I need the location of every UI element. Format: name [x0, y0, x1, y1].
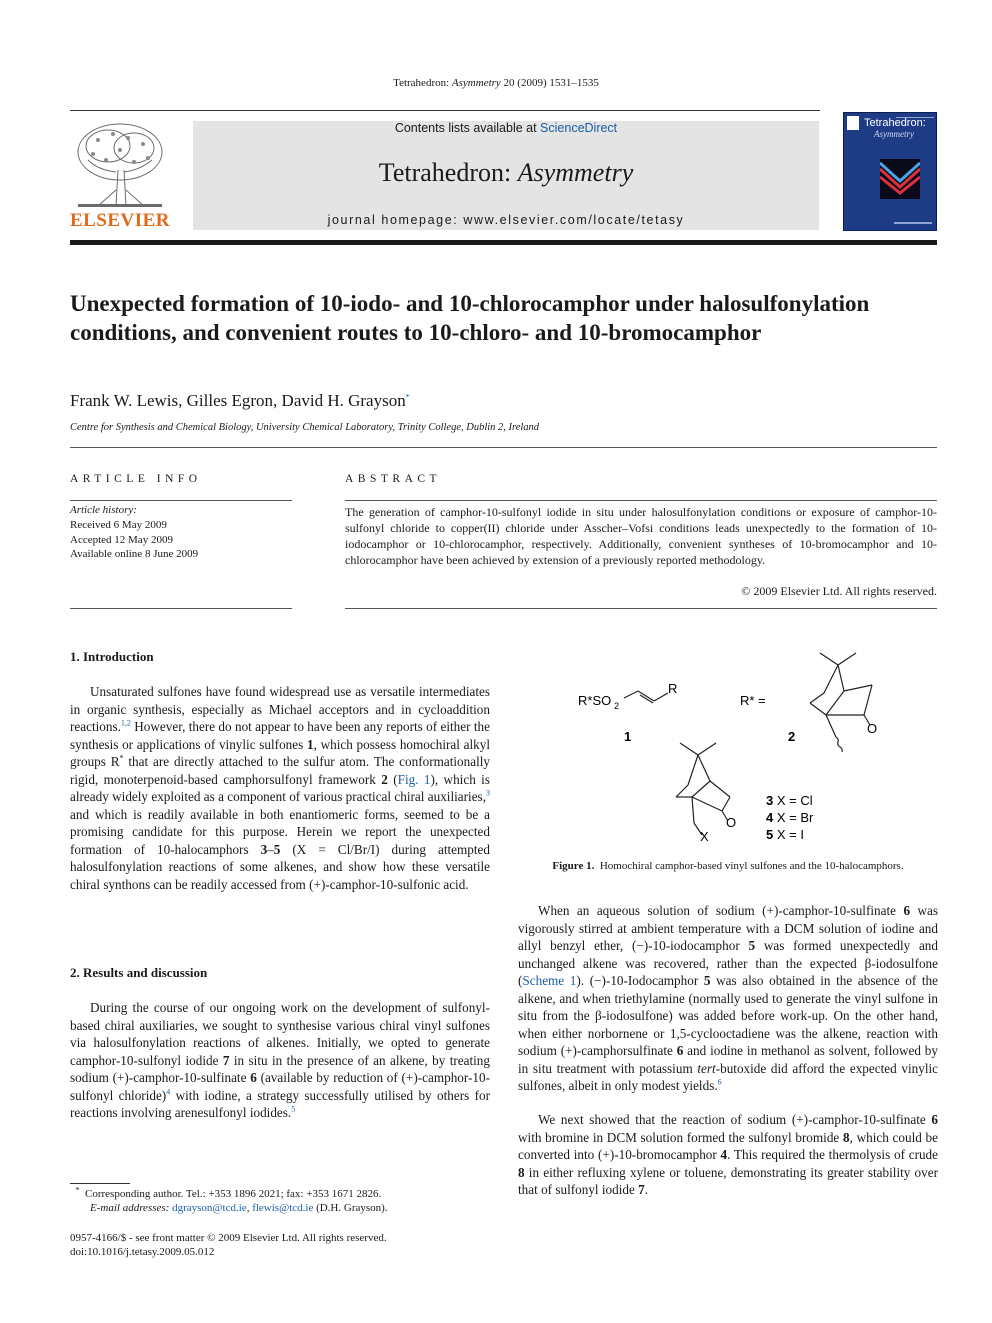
received-date: Received 6 May 2009: [70, 519, 167, 531]
cover-artwork-icon: [880, 159, 920, 199]
header-thick-rule: [70, 240, 937, 245]
cover-subtitle: Asymmetry: [874, 129, 914, 139]
body-paragraph: We next showed that the reaction of sodium (+)-camphor-10-sulfinate 6 with bromine in DCM solution formed the sulfonyl bromide 8, which could be converted into (+)-10-bromocamphor 4. This required the thermolysis of crude 8 in either refluxing xylene or toluene, demonstrating its greater stability over that of sulfonyl iodide 7.: [518, 1112, 938, 1197]
article-info-rule: [70, 500, 292, 501]
body-paragraph: When an aqueous solution of sodium (+)-camphor-10-sulfinate 6 was vigorously stirred at ambient temperature with a DCM solution of iodine and allyl benzyl ether, (−)-10-iodocamphor 5 was formed unexpectedly and unchanged alkene was recovered, rather than the expected β-iodosulfone (Scheme 1). (−)-10-Iodocamphor 5 was also obtained in the absence of the alkene, and when triethylamine (normally used to generate the vinyl sulfone in situ from the β-iodosulfone) was added before work-up. On the other hand, when either norbornene or 1,5-cyclooctadiene was the alkene, reaction with sodium (+)-camphorsulfinate 6 and iodine in methanol as solvent, followed by in situ treatment with potassium tert-butoxide did afford the expected vinylic sulfones, albeit in only modest yields.$^6$: [518, 903, 938, 1093]
label-rso2-subscript: 2: [614, 701, 620, 711]
author-list: Frank W. Lewis, Gilles Egron, David H. Grayson*: [70, 391, 410, 410]
halocamphor-skeleton: [676, 743, 730, 835]
label-ketone-o-2: O: [867, 721, 878, 736]
compound-3-number: 3: [766, 793, 774, 808]
corresponding-author-footnote: * Corresponding author. Tel.: +353 1896 2021; fax: +353 1671 2826. E-mail addresses: dgrayson@tcd.ie, flewis@tcd.ie (D.H. Grayson).: [75, 1185, 388, 1214]
article-info-rule-bottom: [70, 608, 292, 609]
doi-line[interactable]: doi:10.1016/j.tetasy.2009.05.012: [70, 1246, 215, 1258]
compound-4-number: 4: [766, 810, 774, 825]
sciencedirect-link[interactable]: ScienceDirect: [540, 121, 618, 135]
abstract-text: The generation of camphor-10-sulfonyl iodide in situ under halosulfonylation conditions or exposure of camphor-10-sulfonyl chloride to copper(II) chloride under Asscher–Vofsi conditions leads unexpectedly to the formation of 10-iodocamphor or 10-chlorocamphor, respectively. Additionally, convenient syntheses of 10-bromocamphor and 10-chlorocamphor have been achieved by extension of a previously reported methodology.: [345, 505, 937, 567]
article-title: Unexpected formation of 10-iodo- and 10-chlorocamphor under halosulfonylation conditions, and convenient routes to 10-chloro- and 10-bromocamphor: [70, 291, 870, 345]
abstract-copyright: © 2009 Elsevier Ltd. All rights reserved.: [741, 584, 937, 598]
contents-line: Contents lists available at ScienceDirect: [394, 121, 618, 135]
label-r: R: [668, 681, 678, 696]
affiliation-rule: [70, 447, 937, 448]
email-link-flewis[interactable]: flewis@tcd.ie: [252, 1202, 314, 1214]
compound-4-label: X = Br: [773, 810, 814, 825]
issn-line: 0957-4166/$ - see front matter © 2009 Elsevier Ltd. All rights reserved.: [70, 1232, 387, 1244]
elsevier-wordmark: ELSEVIER: [69, 210, 171, 231]
camphor-2-skeleton: [810, 653, 872, 752]
label-rstar: R* =: [740, 693, 766, 708]
author-affiliation: Centre for Synthesis and Chemical Biology, University Chemical Laboratory, Trinity College, Dublin 2, Ireland: [70, 422, 540, 433]
email-link-dgrayson[interactable]: dgrayson@tcd.ie: [172, 1202, 247, 1214]
vinyl-bond-lines: [624, 691, 668, 703]
figure-1-caption: Figure 1. Homochiral camphor-based vinyl sulfones and the 10-halocamphors.: [552, 860, 904, 872]
svg-text:4 X = Br: [766, 810, 814, 825]
compound-5-number: 5: [766, 827, 774, 842]
article-history-label: Article history:: [70, 504, 137, 516]
label-ketone-o: O: [726, 815, 737, 830]
svg-text:5 X = I: [766, 827, 804, 842]
article-history-dates: [70, 518, 198, 562]
compound-3-label: X = Cl: [773, 793, 813, 808]
abstract-rule: [345, 500, 937, 501]
top-rule: [70, 110, 820, 111]
label-compound-1: 1: [624, 729, 632, 744]
author-footnote-mark[interactable]: *: [405, 392, 410, 402]
section-heading-results: 2. Results and discussion: [70, 965, 208, 980]
cover-logo-icon: [847, 116, 859, 130]
body-paragraph: Unsaturated sulfones have found widespread use as versatile intermediates in organic synthesis, especially as Michael acceptors and in cycloaddition reactions.$^{1,2}$ However, there do not appear to have been any reports of either the synthesis or applications of vinylic sulfones 1, which possess homochiral alkyl groups R* that are directly attached to the sulfur atom. The conformationally rigid, monoterpenoid-based camphorsulfonyl framework 2 (Fig. 1), which is already widely exploited as a component of various practical chiral auxiliaries,$^3$ and which is readily available in both enantiomeric forms, seemed to be a promising candidate for this purpose. Herein we report the unexpected formation of 10-halocamphors 3–5 (X = Cl/Br/I) during attempted halosulfonylation reactions of some alkenes, and show how these versatile chiral synthons can be readily accessed from (+)-camphor-10-sulfonic acid.: [70, 684, 490, 892]
journal-citation: Tetrahedron: Asymmetry 20 (2009) 1531–1535: [393, 77, 599, 89]
label-rso2: R*SO: [578, 693, 612, 708]
journal-cover-image: [843, 112, 937, 231]
section-heading-introduction: 1. Introduction: [70, 649, 154, 664]
label-compound-2: 2: [788, 729, 796, 744]
label-x: X: [700, 829, 709, 844]
abstract-heading: ABSTRACT: [345, 473, 442, 485]
svg-text:3 X = Cl: [766, 793, 813, 808]
body-paragraph: During the course of our ongoing work on the development of sulfonyl-based chiral auxiliaries, we sought to synthesise various chiral vinyl sulfones via halosulfonylation reactions of alkenes. Initially, we opted to generate camphor-10-sulfonyl iodide 7 in situ in the presence of an alkene, by treating sodium (+)-camphor-10-sulfinate 6 (available by reduction of (+)-camphor-10-sulfonyl chloride)$^4$ with iodine, a strategy successfully utilised by others for reactions involving arenesulfonyl iodides.$^5$: [70, 1000, 491, 1120]
accepted-date: Accepted 12 May 2009: [70, 533, 173, 546]
online-date: Available online 8 June 2009: [70, 548, 199, 560]
abstract-rule-bottom: [345, 608, 937, 609]
figure-1-scheme: [518, 645, 938, 855]
compound-5-label: X = I: [773, 827, 804, 842]
journal-homepage[interactable]: journal homepage: www.elsevier.com/locate/tetasy: [327, 213, 685, 227]
article-info-heading: ARTICLE INFO: [70, 473, 202, 485]
cover-title: Tetrahedron:: [864, 117, 926, 129]
footnote-rule: [70, 1183, 130, 1184]
journal-name: Tetrahedron: Asymmetry: [378, 158, 634, 187]
issn-doi-block: [70, 1231, 387, 1259]
